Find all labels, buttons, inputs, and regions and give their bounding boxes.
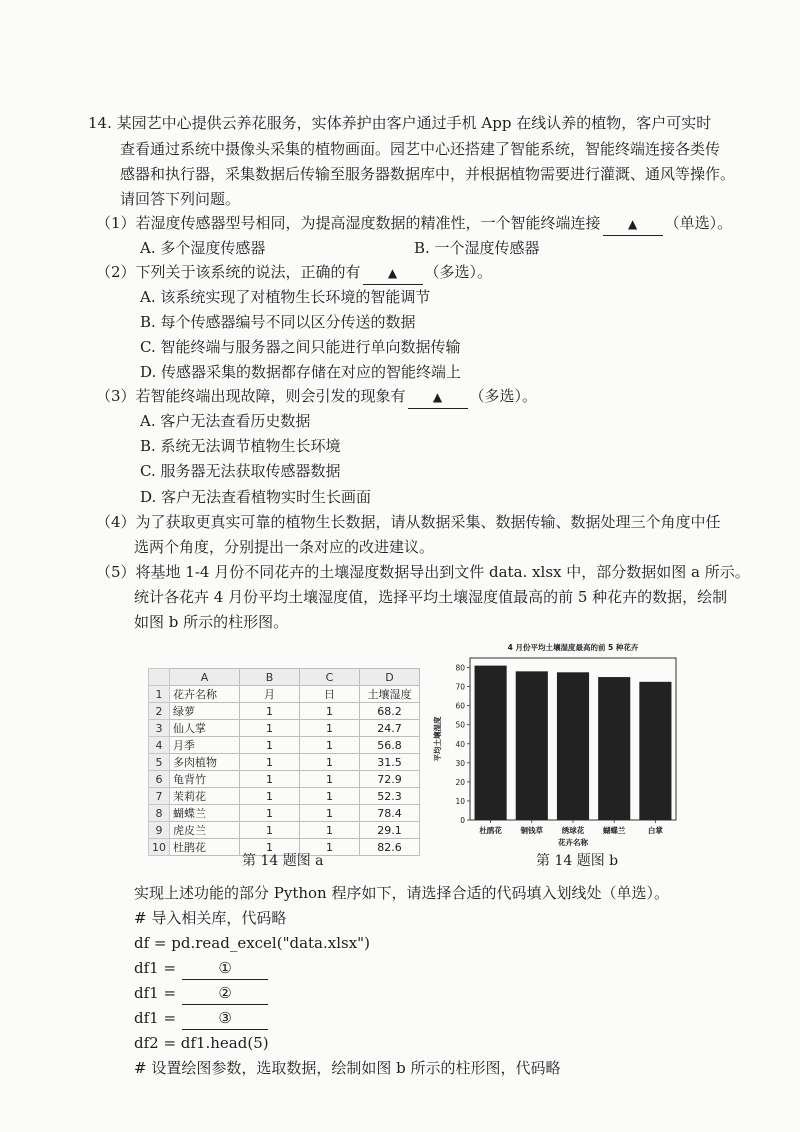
- sheet-cell-day: 日: [300, 686, 360, 703]
- y-tick-label: 10: [455, 796, 465, 806]
- sheet-row: [149, 822, 420, 839]
- q1-triangle: ▲: [627, 217, 638, 231]
- sheet-cell-month: 1: [240, 805, 300, 822]
- q2-option-a: A. 该系统实现了对植物生长环境的智能调节: [140, 288, 431, 306]
- q3-answer-blank[interactable]: [408, 385, 468, 409]
- sheet-row-number: 9: [149, 822, 170, 839]
- q4-line-1: （4）为了获取更真实可靠的植物生长数据，请从数据采集、数据传输、数据处理三个角度中任: [96, 513, 721, 531]
- q5-line-1: （5）将基地 1-4 月份不同花卉的土壤湿度数据导出到文件 data. xlsx 中，部分数据如图 a 所示。: [96, 563, 750, 581]
- q3-triangle: ▲: [432, 390, 443, 404]
- x-tick-label: 蝴蝶兰: [602, 826, 626, 835]
- sheet-cell-month: 1: [240, 737, 300, 754]
- sheet-cell-day: 1: [300, 788, 360, 805]
- sheet-cell-name: 杜鹃花: [170, 839, 240, 856]
- sheet-row: [149, 720, 420, 737]
- code-comment: # 设置绘图参数，选取数据，绘制如图 b 所示的柱形图，代码略: [134, 1059, 561, 1077]
- sheet-row-number: 7: [149, 788, 170, 805]
- code-blank-line-3: [134, 1007, 268, 1030]
- sheet-row: [149, 771, 420, 788]
- x-tick-label: 铜钱草: [520, 826, 544, 835]
- sheet-cell-name: 多肉植物: [170, 754, 240, 771]
- sheet-row-number: 5: [149, 754, 170, 771]
- sheet-row: [149, 703, 420, 720]
- sheet-col-header-b: B: [240, 669, 300, 686]
- stem-line-3: 感器和执行器，采集数据后传输至服务器数据库中，并根据植物需要进行灌溉、通风等操作。: [120, 165, 736, 183]
- sheet-cell-humidity: 72.9: [360, 771, 420, 788]
- stem-line-1: 14. 某园艺中心提供云养花服务，实体养护由客户通过手机 App 在线认养的植物，客户可实时: [88, 114, 712, 132]
- q2-text: （2）下列关于该系统的说法，正确的有: [96, 263, 361, 281]
- q2-triangle: ▲: [387, 266, 398, 280]
- code-intro: 实现上述功能的部分 Python 程序如下，请选择合适的代码填入划线处（单选）。: [134, 884, 669, 902]
- y-tick-label: 40: [455, 739, 465, 749]
- sheet-cell-humidity: 56.8: [360, 737, 420, 754]
- x-tick-label: 绣球花: [561, 826, 585, 835]
- sheet-row: [149, 754, 420, 771]
- y-axis-label: 平均土壤湿度: [433, 716, 442, 762]
- y-tick-label: 0: [460, 816, 465, 825]
- y-tick-label: 20: [455, 777, 465, 787]
- q1-line: [96, 212, 732, 236]
- sheet-cell-name: 龟背竹: [170, 771, 240, 788]
- bar: [598, 677, 630, 820]
- sheet-cell-humidity: 52.3: [360, 788, 420, 805]
- sheet-row-number: 8: [149, 805, 170, 822]
- sheet-cell-month: 1: [240, 771, 300, 788]
- sheet-row: [149, 788, 420, 805]
- chart-title: 4 月份平均土壤湿度最高的前 5 种花卉: [507, 643, 639, 652]
- code-blank-prefix: df1 =: [134, 1009, 177, 1027]
- q2-answer-blank[interactable]: [363, 261, 423, 285]
- sheet-cell-month: 1: [240, 839, 300, 856]
- bar: [475, 666, 507, 820]
- q3-option-b: B. 系统无法调节植物生长环境: [140, 437, 341, 455]
- q4-line-2: 选两个角度，分别提出一条对应的改进建议。: [134, 538, 435, 556]
- code-line-1: # 导入相关库，代码略: [134, 909, 287, 927]
- y-tick-label: 50: [455, 720, 465, 730]
- sheet-cell-humidity: 31.5: [360, 754, 420, 771]
- sheet-cell-month: 1: [240, 703, 300, 720]
- sheet-cell-day: 1: [300, 720, 360, 737]
- sheet-cell-day: 1: [300, 703, 360, 720]
- q3-suffix: （多选）。: [469, 387, 538, 405]
- sheet-cell-day: 1: [300, 754, 360, 771]
- stem-line-2: 查看通过系统中摄像头采集的植物画面。园艺中心还搭建了智能系统，智能终端连接各类传: [120, 140, 721, 158]
- y-tick-label: 80: [455, 663, 465, 673]
- sheet-cell-name: 蝴蝶兰: [170, 805, 240, 822]
- sheet-col-header-c: C: [300, 669, 360, 686]
- sheet-cell-day: 1: [300, 822, 360, 839]
- code-line-2: df = pd.read_excel("data.xlsx"): [134, 934, 370, 952]
- q1-text: （1）若湿度传感器型号相同，为提高湿度数据的精准性，一个智能终端连接: [96, 214, 601, 232]
- sheet-cell-humidity: 82.6: [360, 839, 420, 856]
- sheet-corner-cell: [149, 669, 170, 686]
- x-tick-label: 白掌: [647, 826, 663, 835]
- bar: [557, 672, 589, 820]
- y-tick-label: 60: [455, 701, 465, 711]
- sheet-cell-name: 茉莉花: [170, 788, 240, 805]
- sheet-row: [149, 737, 420, 754]
- sheet-cell-day: 1: [300, 805, 360, 822]
- sheet-row: [149, 686, 420, 703]
- bar: [516, 671, 548, 820]
- q2-suffix: （多选）。: [424, 263, 493, 281]
- sheet-cell-name: 花卉名称: [170, 686, 240, 703]
- sheet-row-number: 10: [149, 839, 170, 856]
- q3-option-c: C. 服务器无法获取传感器数据: [140, 462, 341, 480]
- sheet-row-number: 4: [149, 737, 170, 754]
- q2-option-b: B. 每个传感器编号不同以区分传送的数据: [140, 313, 416, 331]
- code-blank-3[interactable]: ③: [182, 1007, 268, 1030]
- sheet-cell-name: 月季: [170, 737, 240, 754]
- stem-line-4: 请回答下列问题。: [120, 190, 241, 208]
- code-blank-2[interactable]: ②: [182, 982, 268, 1005]
- sheet-column-header-row: [149, 669, 420, 686]
- sheet-cell-month: 1: [240, 822, 300, 839]
- sheet-cell-name: 仙人掌: [170, 720, 240, 737]
- sheet-cell-month: 1: [240, 754, 300, 771]
- q5-line-3: 如图 b 所示的柱形图。: [134, 613, 289, 631]
- x-axis-label: 花卉名称: [558, 838, 588, 847]
- y-tick-label: 70: [455, 682, 465, 692]
- code-blank-1[interactable]: ①: [182, 957, 268, 980]
- sheet-row: [149, 805, 420, 822]
- bar: [639, 682, 671, 820]
- code-line-head: df2 = df1.head(5): [134, 1034, 269, 1052]
- sheet-cell-name: 绿萝: [170, 703, 240, 720]
- q2-option-d: D. 传感器采集的数据都存储在对应的智能终端上: [140, 363, 462, 381]
- sheet-row-number: 6: [149, 771, 170, 788]
- q1-answer-blank[interactable]: [603, 212, 663, 236]
- q3-option-a: A. 客户无法查看历史数据: [140, 412, 311, 430]
- sheet-cell-humidity: 68.2: [360, 703, 420, 720]
- bar-chart-figure-b: [426, 636, 688, 850]
- code-blank-line-2: [134, 982, 268, 1005]
- q2-option-c: C. 智能终端与服务器之间只能进行单向数据传输: [140, 338, 461, 356]
- q3-line: [96, 385, 537, 409]
- q1-suffix: （单选）。: [664, 214, 733, 232]
- sheet-col-header-a: A: [170, 669, 240, 686]
- q3-option-d: D. 客户无法查看植物实时生长画面: [140, 488, 372, 506]
- y-tick-label: 30: [455, 758, 465, 768]
- sheet-cell-month: 月: [240, 686, 300, 703]
- x-tick-label: 杜鹃花: [479, 826, 502, 835]
- sheet-cell-humidity: 78.4: [360, 805, 420, 822]
- sheet-row-number: 1: [149, 686, 170, 703]
- sheet-cell-humidity: 土壤湿度: [360, 686, 420, 703]
- q1-option-a: A. 多个湿度传感器: [140, 239, 266, 257]
- q5-line-2: 统计各花卉 4 月份平均土壤湿度值，选择平均土壤湿度值最高的前 5 种花卉的数据，绘制: [134, 588, 728, 606]
- sheet-cell-month: 1: [240, 788, 300, 805]
- figure-b-caption: 第 14 题图 b: [536, 853, 619, 869]
- sheet-cell-name: 虎皮兰: [170, 822, 240, 839]
- q1-option-b: B. 一个湿度传感器: [414, 239, 540, 257]
- code-blank-line-1: [134, 957, 268, 980]
- sheet-row-number: 3: [149, 720, 170, 737]
- sheet-row-number: 2: [149, 703, 170, 720]
- sheet-cell-day: 1: [300, 839, 360, 856]
- code-blank-prefix: df1 =: [134, 984, 177, 1002]
- sheet-col-header-d: D: [360, 669, 420, 686]
- code-blank-prefix: df1 =: [134, 959, 177, 977]
- sheet-cell-day: 1: [300, 771, 360, 788]
- sheet-cell-day: 1: [300, 737, 360, 754]
- sheet-cell-humidity: 29.1: [360, 822, 420, 839]
- sheet-cell-humidity: 24.7: [360, 720, 420, 737]
- sheet-cell-month: 1: [240, 720, 300, 737]
- q2-line: [96, 261, 492, 285]
- q3-text: （3）若智能终端出现故障，则会引发的现象有: [96, 387, 406, 405]
- spreadsheet-figure-a: [148, 668, 420, 856]
- figure-a-caption: 第 14 题图 a: [242, 853, 324, 869]
